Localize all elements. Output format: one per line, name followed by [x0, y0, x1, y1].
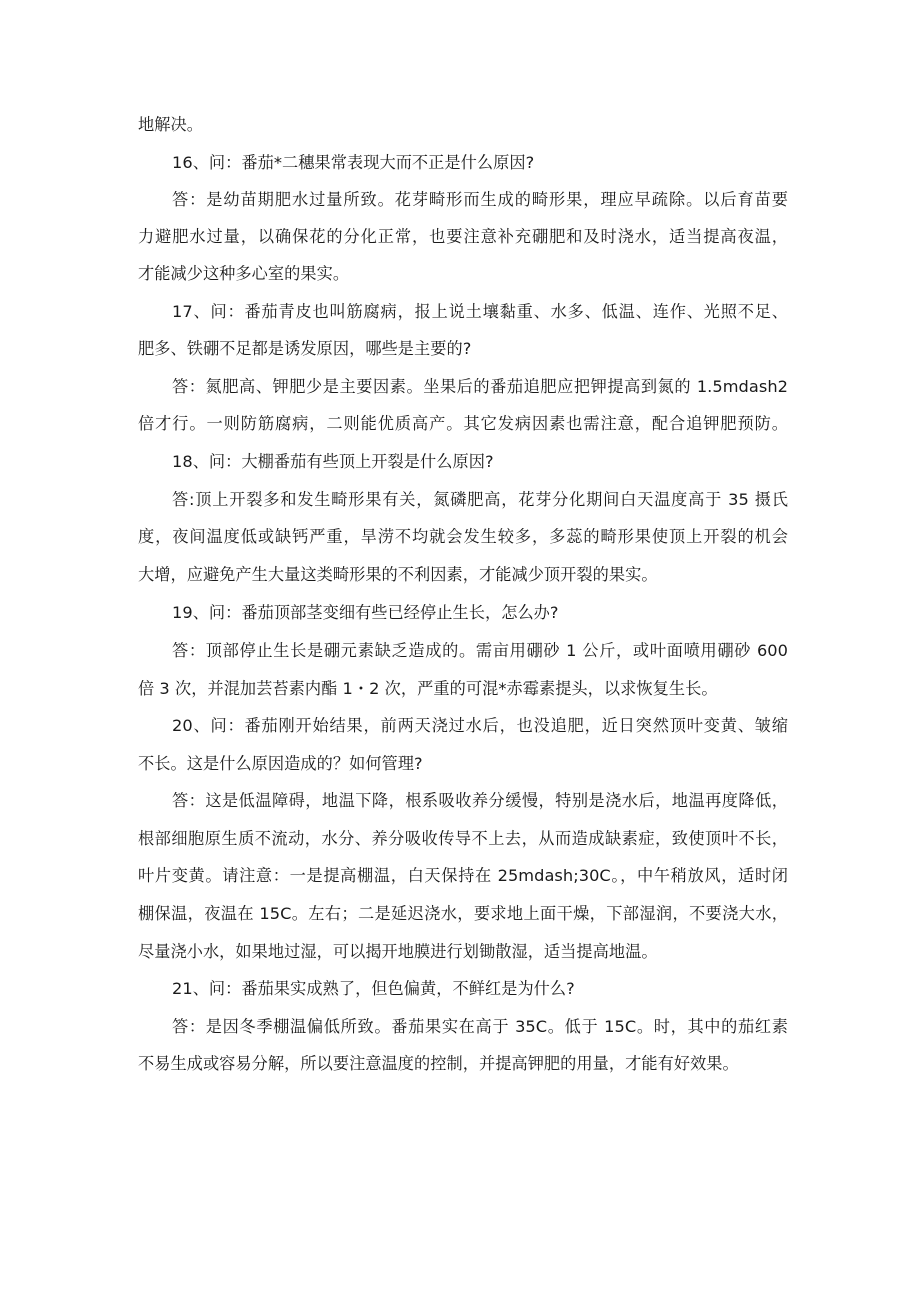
answer-17-line: 答：氮肥高、钾肥少是主要因素。坐果后的番茄追肥应把钾提高到氮的 1.5mdash2	[172, 377, 788, 396]
answer-18-line: 大增，应避免产生大量这类畸形果的不利因素，才能减少顶开裂的果实。	[138, 565, 658, 584]
question-18: 18、问：大棚番茄有些顶上开裂是什么原因?	[172, 452, 494, 471]
answer-21-line: 答：是因冬季棚温偏低所致。番茄果实在高于 35C。低于 15C。时，其中的茄红素	[172, 1017, 788, 1036]
question-20: 20、问：番茄刚开始结果，前两天浇过水后，也没追肥，近日突然顶叶变黄、皱缩	[172, 716, 788, 735]
question-19: 19、问：番茄顶部茎变细有些已经停止生长，怎么办?	[172, 603, 559, 622]
answer-20-line: 棚保温，夜温在 15C。左右；二是延迟浇水，要求地上面干燥，下部湿润，不要浇大水，	[138, 904, 788, 923]
answer-17-line: 倍才行。一则防筋腐病，二则能优质高产。其它发病因素也需注意，配合追钾肥预防。	[138, 414, 788, 433]
question-21: 21、问：番茄果实成熟了，但色偏黄，不鲜红是为什么?	[172, 979, 575, 998]
question-17: 17、问：番茄青皮也叫筋腐病，报上说土壤黏重、水多、低温、连作、光照不足、	[172, 302, 788, 321]
answer-21-line: 不易生成或容易分解，所以要注意温度的控制，并提高钾肥的用量，才能有好效果。	[138, 1054, 739, 1073]
answer-20-line: 答：这是低温障碍，地温下降，根系吸收养分缓慢，特别是浇水后，地温再度降低，	[172, 791, 788, 810]
answer-20-line: 根部细胞原生质不流动，水分、养分吸收传导不上去，从而造成缺素症，致使顶叶不长，	[138, 829, 788, 848]
answer-19-line: 答：顶部停止生长是硼元素缺乏造成的。需亩用硼砂 1 公斤，或叶面喷用硼砂 600	[172, 641, 788, 660]
answer-18-line: 度，夜间温度低或缺钙严重，旱涝不均就会发生较多，多蕊的畸形果使顶上开裂的机会	[138, 527, 788, 546]
text-line: 地解决。	[138, 115, 203, 134]
answer-16-line: 答：是幼苗期肥水过量所致。花芽畸形而生成的畸形果，理应早疏除。以后育苗要	[172, 190, 788, 209]
answer-16-line: 才能减少这种多心室的果实。	[138, 264, 350, 283]
question-17-line: 肥多、铁硼不足都是诱发原因，哪些是主要的?	[138, 339, 472, 358]
question-16: 16、问：番茄*二穗果常表现大而不正是什么原因?	[172, 153, 535, 172]
answer-19-line: 倍 3 次，并混加芸苔素内酯 1・2 次，严重的可混*赤霉素提头，以求恢复生长。	[138, 679, 718, 698]
answer-16-line: 力避肥水过量，以确保花的分化正常，也要注意补充硼肥和及时浇水，适当提高夜温，	[138, 227, 788, 246]
answer-20-line: 尽量浇小水，如果地过湿，可以揭开地膜进行划锄散湿，适当提高地温。	[138, 942, 658, 961]
question-20-line: 不长。这是什么原因造成的？如何管理?	[138, 754, 423, 773]
answer-20-line: 叶片变黄。请注意：一是提高棚温，白天保持在 25mdash;30C。，中午稍放风，适时闭	[138, 866, 788, 885]
answer-18-line: 答:顶上开裂多和发生畸形果有关，氮磷肥高，花芽分化期间白天温度高于 35 摄氏	[172, 490, 788, 509]
